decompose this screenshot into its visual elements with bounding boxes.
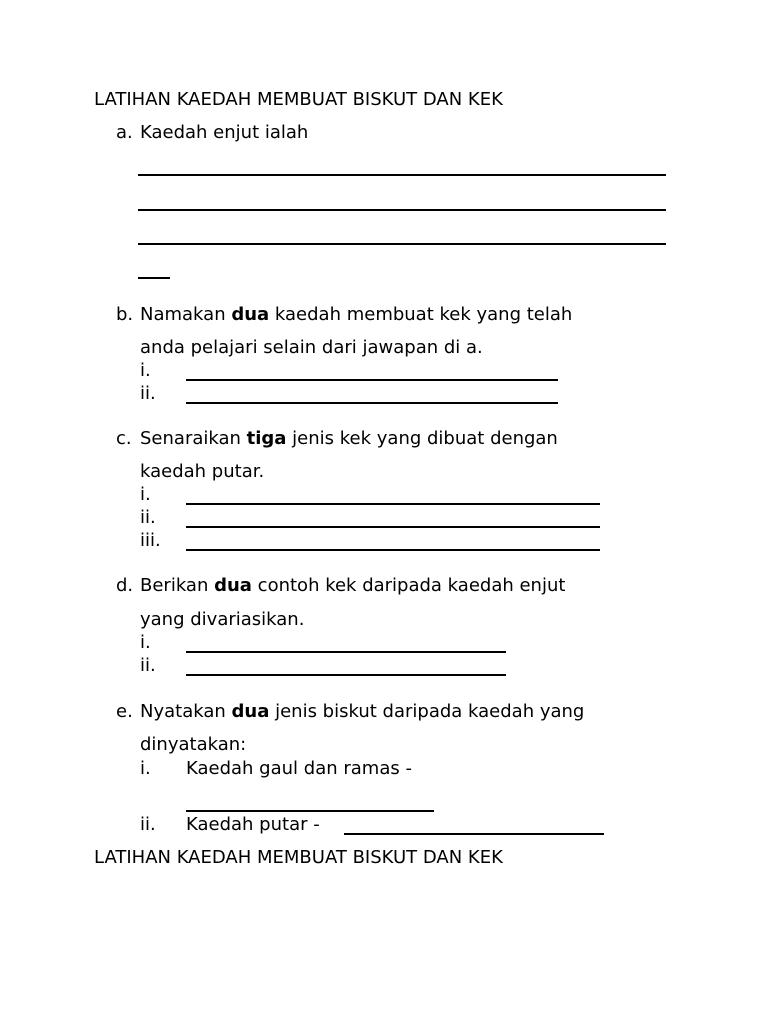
- answer-line: [138, 243, 666, 245]
- question-d-text-line2: yang divariasikan.: [140, 609, 305, 630]
- question-e-item-text: Kaedah gaul dan ramas -: [186, 758, 412, 779]
- answer-line: [344, 833, 604, 835]
- question-a-text: Kaedah enjut ialah: [140, 122, 309, 143]
- question-d-letter: d.: [116, 575, 134, 596]
- answer-line: [186, 549, 600, 551]
- worksheet-title: LATIHAN KAEDAH MEMBUAT BISKUT DAN KEK: [94, 89, 503, 110]
- question-b-text: Namakan dua kaedah membuat kek yang telah: [140, 304, 573, 325]
- answer-line: [186, 810, 434, 812]
- question-c-text-line2: kaedah putar.: [140, 461, 265, 482]
- answer-line: [186, 651, 506, 653]
- answer-line: [138, 277, 170, 279]
- question-d-item-number: i.: [140, 632, 151, 653]
- answer-line: [138, 174, 666, 176]
- answer-line: [186, 402, 558, 404]
- answer-line: [186, 674, 506, 676]
- question-e-emphasis: dua: [231, 701, 270, 722]
- question-b-letter: b.: [116, 304, 134, 325]
- question-e-letter: e.: [116, 701, 133, 722]
- question-e-item-number: i.: [140, 758, 151, 779]
- question-e-text: Nyatakan dua jenis biskut daripada kaedah yang: [140, 701, 585, 722]
- question-c-text: Senaraikan tiga jenis kek yang dibuat dengan: [140, 428, 558, 449]
- answer-line: [138, 209, 666, 211]
- answer-line: [186, 379, 558, 381]
- question-b-emphasis: dua: [231, 304, 270, 325]
- question-d-item-number: ii.: [140, 655, 156, 676]
- answer-line: [186, 526, 600, 528]
- answer-line: [186, 503, 600, 505]
- question-b-text-line2: anda pelajari selain dari jawapan di a.: [140, 337, 483, 358]
- question-e-text-line2: dinyatakan:: [140, 734, 247, 755]
- question-c-letter: c.: [116, 428, 132, 449]
- question-a-letter: a.: [116, 122, 133, 143]
- question-c-item-number: ii.: [140, 507, 156, 528]
- question-e-item-text: Kaedah putar -: [186, 814, 320, 835]
- question-d-emphasis: dua: [214, 575, 252, 596]
- question-b-item-number: ii.: [140, 383, 156, 404]
- question-b-item-number: i.: [140, 360, 151, 381]
- question-d-text: Berikan dua contoh kek daripada kaedah enjut: [140, 575, 566, 596]
- question-c-emphasis: tiga: [246, 428, 287, 449]
- question-c-item-number: iii.: [140, 530, 161, 551]
- question-e-item-number: ii.: [140, 814, 156, 835]
- worksheet-title-repeat: LATIHAN KAEDAH MEMBUAT BISKUT DAN KEK: [94, 847, 503, 868]
- question-c-item-number: i.: [140, 484, 151, 505]
